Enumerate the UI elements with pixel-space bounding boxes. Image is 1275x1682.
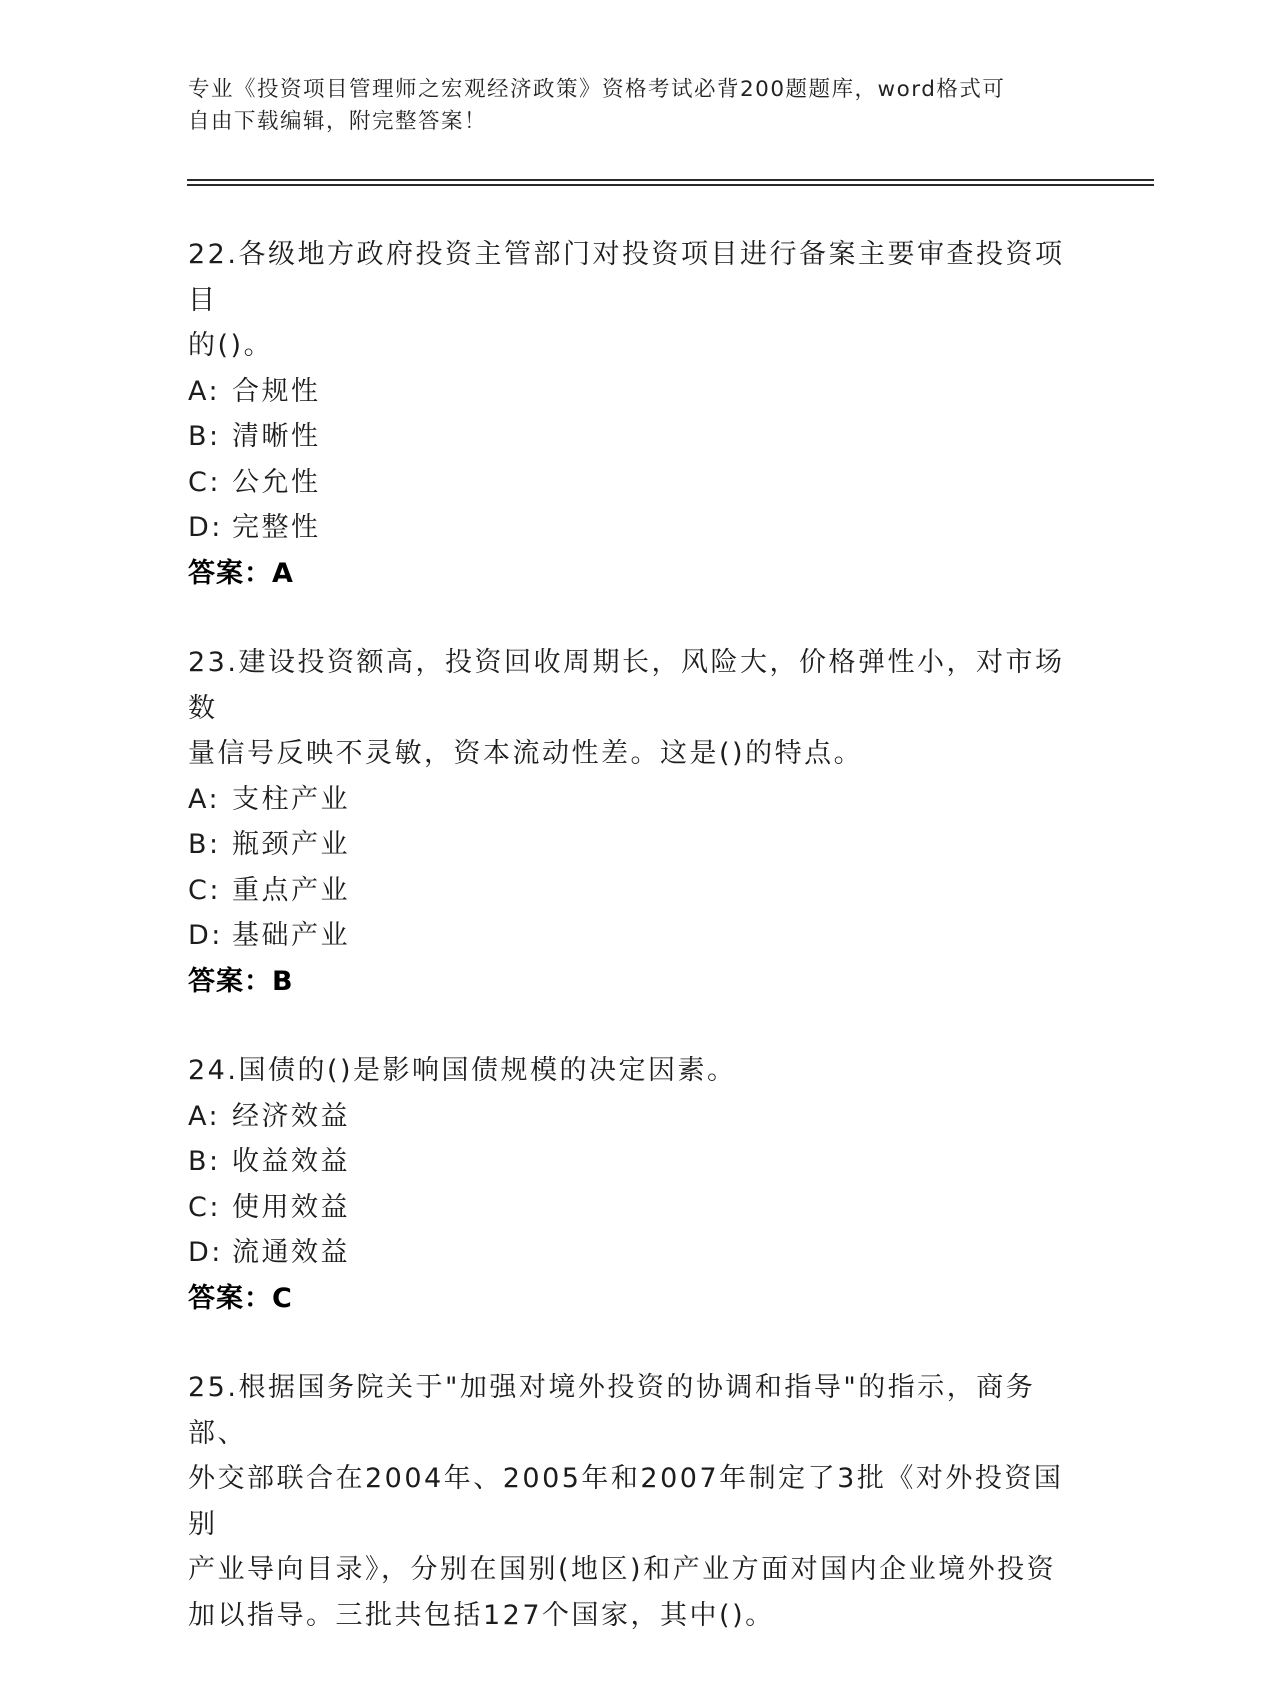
question-stem-line: 22.各级地方政府投资主管部门对投资项目进行备案主要审查投资项目 xyxy=(188,239,1065,316)
option-text: 瓶颈产业 xyxy=(232,829,350,860)
option-letter: C: xyxy=(188,874,221,906)
option-text: 流通效益 xyxy=(232,1237,350,1268)
option-a xyxy=(188,369,1088,415)
header-title-line-1: 专业《投资项目管理师之宏观经济政策》资格考试必背200题题库，word格式可 xyxy=(188,77,1006,102)
option-letter: B: xyxy=(188,829,221,860)
question-stem-line: 量信号反映不灵敏，资本流动性差。这是()的特点。 xyxy=(188,738,864,769)
option-letter: B: xyxy=(188,1146,221,1177)
answer-line: 答案：A xyxy=(188,557,294,589)
question-stem-line: 24.国债的()是影响国债规模的决定因素。 xyxy=(188,1055,737,1086)
option-letter: D: xyxy=(188,512,223,543)
option-d xyxy=(188,1230,1088,1276)
option-a xyxy=(188,777,1088,823)
answer-line: 答案：C xyxy=(188,1282,293,1314)
option-text: 完整性 xyxy=(232,512,321,543)
question-stem-line: 加以指导。三批共包括127个国家，其中()。 xyxy=(188,1599,775,1631)
header-divider-top xyxy=(187,179,1154,181)
option-text: 支柱产业 xyxy=(232,783,350,815)
question-stem-line: 产业导向目录》，分别在国别(地区)和产业方面对国内企业境外投资 xyxy=(188,1554,1057,1585)
answer-line: 答案：B xyxy=(188,965,294,997)
option-letter: D: xyxy=(188,920,223,951)
option-b xyxy=(188,414,1088,460)
option-letter: A: xyxy=(188,783,221,815)
option-text: 重点产业 xyxy=(232,874,350,906)
option-letter: D: xyxy=(188,1237,223,1268)
option-text: 基础产业 xyxy=(232,920,350,951)
option-letter: C: xyxy=(188,1191,221,1223)
option-a xyxy=(188,1094,1088,1140)
option-c xyxy=(188,1185,1088,1231)
option-text: 经济效益 xyxy=(232,1100,350,1132)
option-letter: C: xyxy=(188,466,221,498)
question-stem-line: 23.建设投资额高，投资回收周期长，风险大，价格弹性小，对市场数 xyxy=(188,647,1065,724)
header-divider-bottom xyxy=(187,184,1154,186)
question-25 xyxy=(188,1365,1088,1638)
option-b xyxy=(188,1139,1088,1185)
option-letter: A: xyxy=(188,1100,221,1132)
question-22 xyxy=(188,232,1088,596)
option-c xyxy=(188,868,1088,914)
option-text: 公允性 xyxy=(232,466,321,498)
question-24 xyxy=(188,1048,1088,1321)
option-b xyxy=(188,822,1088,868)
option-text: 使用效益 xyxy=(232,1191,350,1223)
option-c xyxy=(188,460,1088,506)
header-title-line-2: 自由下载编辑，附完整答案！ xyxy=(188,109,488,134)
question-stem-line: 外交部联合在2004年、2005年和2007年制定了3批《对外投资国别 xyxy=(188,1463,1064,1540)
question-23 xyxy=(188,640,1088,1004)
option-letter: A: xyxy=(188,375,221,407)
option-text: 收益效益 xyxy=(232,1146,350,1177)
option-d xyxy=(188,913,1088,959)
option-text: 合规性 xyxy=(232,375,321,407)
question-list xyxy=(188,232,1088,1682)
option-letter: B: xyxy=(188,421,221,452)
question-stem-line: 25.根据国务院关于"加强对境外投资的协调和指导"的指示，商务部、 xyxy=(188,1372,1036,1449)
document-header xyxy=(188,74,1068,138)
option-text: 清晰性 xyxy=(232,421,321,452)
option-d xyxy=(188,505,1088,551)
question-stem-line: 的()。 xyxy=(188,330,274,361)
